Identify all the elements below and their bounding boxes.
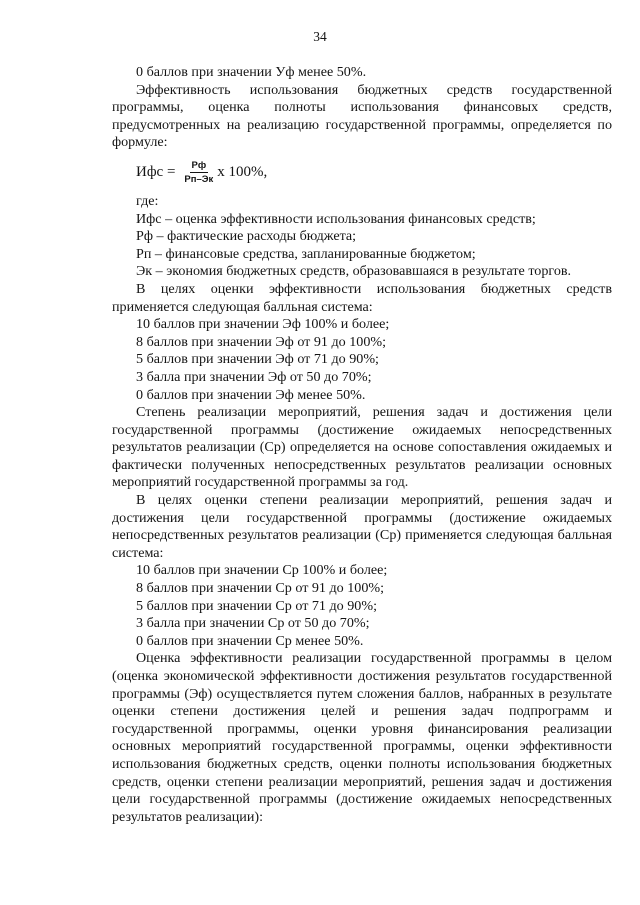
score-line: 0 баллов при значении Эф менее 50%. [136,386,366,403]
paragraph-budget-efficiency: Эффективность использования бюджетных средств государственной программы, оценка полноты использования финансовых средств, предусмотренных на реализацию государственной программы, определяется по формуле: [112,81,612,151]
paragraph-overall-evaluation: Оценка эффективности реализации государственной программы в целом (оценка экономической эффективности достижения результатов государственной программы (Эф) осуществляется путем сложения баллов, набранных в результате оценки степени достижения целей и решения задач подпрограмм и государственной программы, оценки уровня финансирования реализации основных мероприятий государственной программы, оценки эффективности использования бюджетных средств, оценки полноты использования бюджетных средств, оценки степени реализации мероприятий, решения задач и достижения цели государственной программы (достижение ожидаемых непосредственных результатов реализации): [112,650,612,825]
paragraph-scoring-sr: В целях оценки степени реализации мероприятий, решения задач и достижения цели государственной программы (достижение ожидаемых непосредственных результатов реализации (Ср) применяется следующая балльная система: [112,492,612,561]
score-line: 0 баллов при значении Ср менее 50%. [136,632,364,649]
formula-lhs: Ифс = [136,164,176,181]
formula-ifs [112,154,612,192]
page-body [112,64,612,826]
definition-ek: Эк – экономия бюджетных средств, образовавшаяся в результате торгов. [136,263,572,280]
formula-fraction [182,160,215,185]
formula-numerator: Рф [191,160,207,172]
where-label: где: [136,192,159,209]
score-line: 0 баллов при значении Уф менее 50%. [136,64,367,80]
definition-ifs: Ифс – оценка эффективности использования финансовых средств; [136,210,536,227]
score-line: 10 баллов при значении Ср 100% и более; [136,562,388,579]
score-line: 8 баллов при значении Ср от 91 до 100%; [136,580,385,597]
score-line: 5 баллов при значении Ср от 71 до 90%; [136,597,377,614]
paragraph-scoring-ef: В целях оценки эффективности использования бюджетных средств применяется следующая балльная система: [112,280,612,315]
page-number: 34 [313,29,327,44]
formula-rhs: х 100%, [217,164,268,181]
definition-rf: Рф – фактические расходы бюджета; [136,228,357,245]
paragraph-implementation-degree: Степень реализации мероприятий, решения задач и достижения цели государственной программы (достижение ожидаемых непосредственных результатов реализации (Ср) определяется на основе сопоставления ожидаемых и фактически полученных непосредственных результатов реализации основных мероприятий государственной программы за год. [112,404,612,491]
score-line: 8 баллов при значении Эф от 91 до 100%; [136,333,387,350]
formula-denominator: Рп–Эк [184,174,214,186]
definition-rp: Рп – финансовые средства, запланированные бюджетом; [136,245,476,262]
score-line: 3 балла при значении Ср от 50 до 70%; [136,615,370,632]
score-line: 5 баллов при значении Эф от 71 до 90%; [136,351,379,368]
score-line: 10 баллов при значении Эф 100% и более; [136,316,390,333]
score-line: 3 балла при значении Эф от 50 до 70%; [136,368,372,385]
